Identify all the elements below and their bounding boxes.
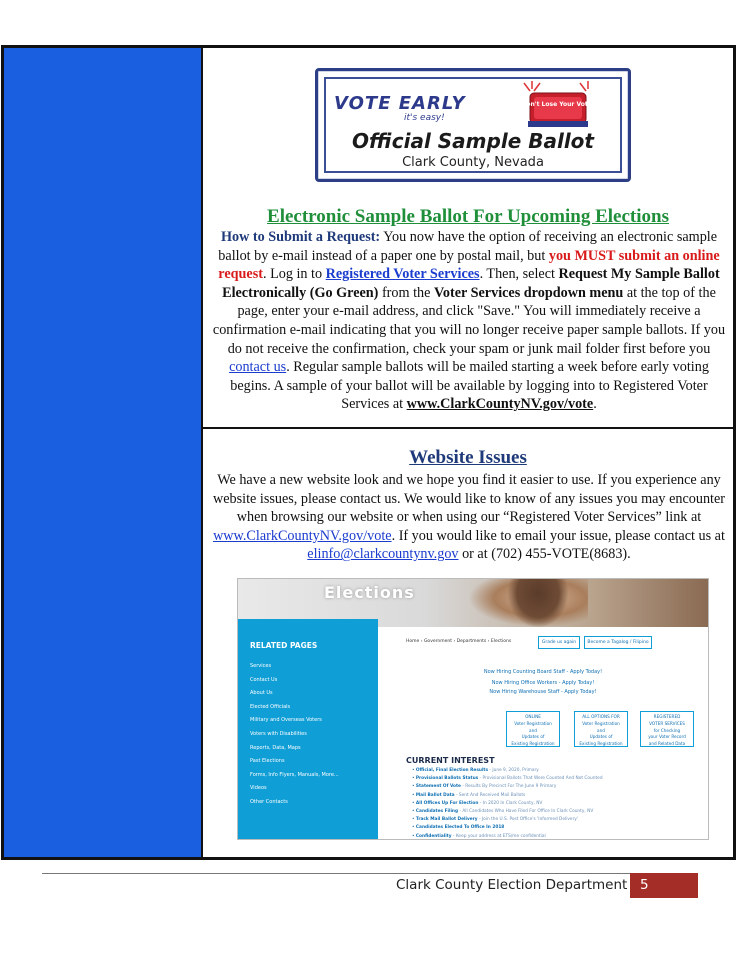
screenshot-button-1: Grade us again bbox=[538, 636, 580, 649]
screenshot-main bbox=[378, 627, 708, 839]
interest-item-detail: - All Candidates Who Have Filed For Office In Clark County, NV bbox=[458, 808, 594, 814]
box-line: for Checking bbox=[653, 727, 681, 733]
box-line: and bbox=[529, 727, 537, 733]
box-line: Updates of bbox=[521, 734, 545, 740]
screenshot-hiring-3: Now Hiring Warehouse Staff - Apply Today! bbox=[489, 689, 597, 695]
interest-item: • Candidates Filing - All Candidates Who Have Filed For Office In Clark County, NV bbox=[412, 808, 594, 814]
interest-item-title: Statement Of Vote bbox=[415, 784, 461, 790]
para-text: or at (702) 455-VOTE(8683). bbox=[458, 546, 631, 563]
related-page-item: Elected Officials bbox=[250, 703, 291, 710]
related-pages-list bbox=[250, 663, 339, 813]
box-line: VOTER SERVICES bbox=[649, 720, 685, 726]
box-line: ONLINE bbox=[525, 714, 541, 719]
website-issues-heading: Website Issues bbox=[409, 447, 527, 468]
how-to-submit-lead: How to Submit a Request: bbox=[220, 229, 381, 245]
interest-item-detail: - In 2020 In Clark County, NV bbox=[478, 800, 543, 806]
related-page-item: Contact Us bbox=[250, 676, 278, 683]
interest-item-title: Official, Final Election Results bbox=[415, 768, 489, 773]
must-submit-emphasis: you MUST submit an online request bbox=[218, 247, 720, 283]
request-sample-ballot-bold: Request My Sample Ballot Electronically (Go Green) bbox=[222, 266, 720, 301]
screenshot-header-photo-hair bbox=[508, 579, 568, 627]
box-line: Existing Registration bbox=[511, 741, 555, 747]
para-text: . Log in to bbox=[262, 266, 326, 283]
screenshot-breadcrumb: Home › Government › Departments › Elections bbox=[406, 639, 512, 644]
box-line: REGISTERED bbox=[653, 714, 681, 719]
related-page-item: Videos bbox=[250, 785, 267, 792]
footer-page-number: 5 bbox=[630, 873, 698, 898]
box-line: Existing Registration bbox=[579, 741, 623, 747]
box-line: ALL OPTIONS FOR bbox=[582, 714, 620, 719]
voter-services-dropdown-bold: Voter Services dropdown menu bbox=[433, 284, 624, 301]
section-divider bbox=[203, 427, 733, 429]
interest-item-title: Candidates Elected To Office In 2018 bbox=[415, 825, 505, 831]
box-line: and Related Data bbox=[648, 741, 686, 747]
para-text: . If you would like to email your issue, please contact us at bbox=[391, 527, 725, 544]
related-page-item: Military and Overseas Voters bbox=[250, 717, 322, 724]
contact-us-link[interactable]: contact us bbox=[229, 359, 287, 376]
interest-item-title: All Offices Up For Election bbox=[415, 800, 479, 806]
footer-department: Clark County Election Department bbox=[396, 877, 628, 893]
interest-item: • Official, Final Election Results - June 9, 2020, Primary bbox=[412, 768, 539, 773]
blue-side-column bbox=[4, 48, 203, 857]
clark-county-vote-url[interactable]: www.ClarkCountyNV.gov/vote bbox=[406, 396, 594, 413]
screenshot-box-voter-services bbox=[640, 711, 694, 747]
interest-item-detail: - Sent And Received Mail Ballots bbox=[454, 792, 526, 798]
electronic-sample-ballot-paragraph bbox=[209, 228, 729, 414]
interest-item-title: Provisional Ballots Status bbox=[415, 776, 479, 782]
clark-county-nevada-subtitle: Clark County, Nevada bbox=[402, 155, 544, 170]
email-link[interactable]: elinfo@clarkcountynv.gov bbox=[307, 546, 459, 563]
registered-voter-services-link[interactable]: Registered Voter Services bbox=[325, 266, 480, 283]
website-issues-paragraph bbox=[209, 471, 729, 564]
related-page-item: Other Contacts bbox=[250, 798, 288, 805]
interest-item-title: Mail Ballot Data bbox=[415, 792, 455, 798]
its-easy-text: it's easy! bbox=[404, 113, 445, 123]
electronic-sample-ballot-heading: Electronic Sample Ballot For Upcoming Elections bbox=[267, 206, 669, 227]
interest-item-title: Candidates Filing bbox=[415, 808, 459, 814]
box-line: and bbox=[597, 727, 605, 733]
website-url-link[interactable]: www.ClarkCountyNV.gov/vote bbox=[213, 527, 392, 544]
para-text: . Regular sample ballots will be mailed starting a week before early voting begins. A sample of your ballot will be available by logging into to Registered Voter Services at bbox=[230, 359, 709, 413]
related-page-item: Reports, Data, Maps bbox=[250, 744, 301, 751]
interest-item: • Candidates Elected To Office In 2018 bbox=[412, 825, 505, 831]
para-text: at the top of the page, enter your e-mail address, and click "Save." You will immediately receive a confirmation e-mail indicating that you will no longer receive paper sample ballots. If you do not receive the confirmation, check your spam or junk mail folder first before you bbox=[212, 284, 726, 357]
interest-item-detail: - Results By Precinct For The June 9 Primary bbox=[460, 784, 557, 790]
interest-item-title: Confidentiality bbox=[415, 833, 452, 839]
interest-item: • Mail Ballot Data - Sent And Received Mail Ballots bbox=[412, 792, 526, 798]
current-interest-list bbox=[412, 768, 603, 840]
page-frame bbox=[1, 45, 736, 860]
para-text: . bbox=[593, 396, 597, 413]
screenshot-box-all-options bbox=[574, 711, 628, 747]
screenshot-hiring-1: Now Hiring Counting Board Staff - Apply Today! bbox=[483, 669, 603, 675]
para-text: You now have the option of receiving an electronic sample ballot by e-mail instead of a paper one by postal mail, but bbox=[218, 229, 718, 264]
box-line: Voter Registration bbox=[514, 720, 552, 726]
dont-lose-your-vote-badge bbox=[518, 79, 598, 129]
related-pages-title: RELATED PAGES bbox=[250, 641, 318, 650]
screenshot-box-online bbox=[506, 711, 560, 747]
screenshot-button-2: Become a Tagalog / Filipino bbox=[584, 636, 652, 649]
svg-text:Don't Lose Your Vote!: Don't Lose Your Vote! bbox=[521, 101, 595, 108]
related-page-item: About Us bbox=[250, 690, 273, 697]
related-page-item: Past Elections bbox=[250, 758, 285, 765]
interest-item-detail: - Provisional Ballots That Were Counted And Not Counted bbox=[478, 776, 603, 782]
box-line: Voter Registration bbox=[582, 720, 620, 726]
box-line: Updates of bbox=[589, 734, 613, 740]
interest-item: • Provisional Ballots Status - Provisional Ballots That Were Counted And Not Counted bbox=[412, 776, 603, 782]
sample-ballot-logo bbox=[315, 68, 631, 182]
vote-early-text: VOTE EARLY bbox=[334, 93, 466, 114]
interest-item-detail: - June 9, 2020, Primary bbox=[488, 768, 539, 773]
interest-item-title: Track Mail Ballot Delivery bbox=[415, 817, 478, 823]
interest-item: • Statement Of Vote - Results By Precinct For The June 9 Primary bbox=[412, 784, 557, 790]
interest-item: • Track Mail Ballot Delivery - Join the U.S. Post Office's 'Informed Delivery' bbox=[412, 817, 579, 823]
para-text: . Then, select bbox=[479, 266, 559, 283]
related-page-item: Services bbox=[250, 663, 272, 669]
box-line: your Voter Record bbox=[648, 734, 686, 740]
interest-item-detail: - Join the U.S. Post Office's 'Informed Delivery' bbox=[477, 817, 579, 823]
current-interest-title: CURRENT INTEREST bbox=[406, 756, 495, 765]
related-page-item: Voters with Disabilities bbox=[250, 730, 307, 737]
para-text: from the bbox=[378, 284, 434, 301]
official-sample-ballot-title: Official Sample Ballot bbox=[352, 129, 594, 153]
screenshot-elections-title: Elections bbox=[324, 583, 415, 602]
footer-rule bbox=[42, 873, 698, 874]
screenshot-sidebar bbox=[238, 619, 378, 839]
interest-item: • All Offices Up For Election - In 2020 In Clark County, NV bbox=[412, 800, 543, 806]
interest-item-detail: - Keep your address at ETS/me confidential bbox=[451, 833, 546, 839]
related-page-item: Forms, Info Flyers, Manuals, More... bbox=[250, 771, 339, 778]
interest-item: • Confidentiality - Keep your address at ETS/me confidential bbox=[412, 833, 546, 839]
website-screenshot bbox=[237, 578, 709, 840]
para-text: We have a new website look and we hope you find it easier to use. If you experience any website issues, please contact us. We would like to know of any issues you may encounter when browsing our website or when using our “Registered Voter Services” link at bbox=[213, 472, 725, 526]
content-area bbox=[203, 48, 733, 857]
screenshot-hiring-2: Now Hiring Office Workers - Apply Today! bbox=[491, 680, 595, 686]
